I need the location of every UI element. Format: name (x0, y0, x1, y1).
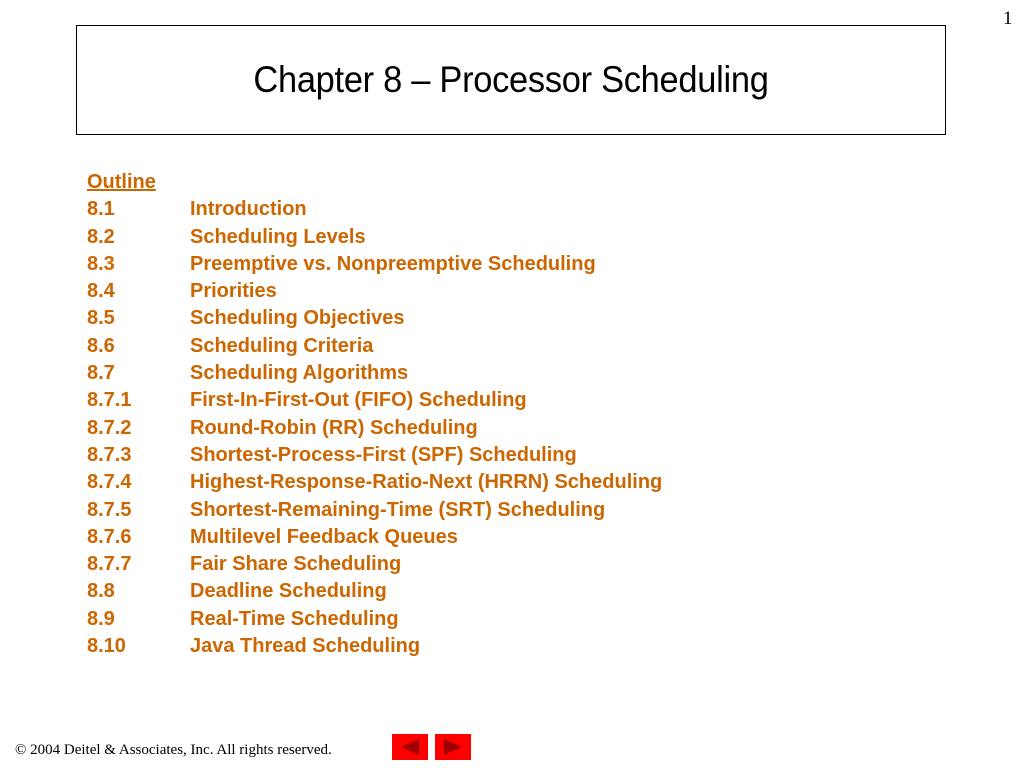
outline-item-label: Shortest-Remaining-Time (SRT) Scheduling (190, 498, 606, 521)
outline-item (87, 442, 662, 469)
outline-item-label: Multilevel Feedback Queues (190, 525, 458, 548)
outline-item-label: Preemptive vs. Nonpreemptive Scheduling (190, 252, 596, 275)
outline-item-label: First-In-First-Out (FIFO) Scheduling (190, 389, 527, 412)
outline-item-label: Round-Robin (RR) Scheduling (190, 416, 478, 439)
outline-item-label: Fair Share Scheduling (190, 553, 402, 576)
outline-item (87, 578, 662, 605)
outline-item-label: Scheduling Criteria (190, 334, 374, 357)
outline-item-number: 8.7.5 (87, 498, 132, 521)
outline-item-number: 8.8 (87, 580, 115, 603)
next-slide-button[interactable] (435, 734, 471, 760)
outline-item (87, 333, 662, 360)
outline-item (87, 305, 662, 332)
outline-item-label: Priorities (190, 280, 277, 303)
outline-item-number: 8.10 (87, 635, 126, 658)
outline-item (87, 551, 662, 578)
outline-item-label: Real-Time Scheduling (190, 607, 399, 630)
outline-item (87, 224, 662, 251)
title-box (76, 25, 946, 135)
outline-item-number: 8.7.7 (87, 553, 132, 576)
outline-item (87, 196, 662, 223)
outline-item-label: Scheduling Algorithms (190, 362, 409, 385)
outline-item-number: 8.7.2 (87, 416, 132, 439)
outline-item (87, 251, 662, 278)
outline-item (87, 606, 662, 633)
outline-item-label: Scheduling Objectives (190, 307, 405, 330)
slide-title: Chapter 8 – Processor Scheduling (253, 59, 769, 100)
copyright-footer: © 2004 Deitel & Associates, Inc. All rights reserved. (15, 742, 332, 758)
outline-item-number: 8.7 (87, 362, 115, 385)
outline-list (87, 169, 662, 660)
outline-item (87, 415, 662, 442)
outline-item-number: 8.4 (87, 280, 115, 303)
outline-item-label: Introduction (190, 198, 307, 221)
outline-item-label: Highest-Response-Ratio-Next (HRRN) Scheduling (190, 471, 663, 494)
outline-item-label: Scheduling Levels (190, 225, 366, 248)
outline-item-label: Shortest-Process-First (SPF) Scheduling (190, 443, 577, 466)
outline-item-number: 8.3 (87, 252, 115, 275)
page-number: 1 (1003, 8, 1013, 29)
previous-slide-button[interactable] (392, 734, 428, 760)
outline-item-number: 8.7.6 (87, 525, 132, 548)
outline-item (87, 360, 662, 387)
outline-item-number: 8.9 (87, 607, 115, 630)
outline-item-label: Deadline Scheduling (190, 580, 387, 603)
outline-item-number: 8.5 (87, 307, 115, 330)
outline-item (87, 497, 662, 524)
triangle-right-icon (442, 738, 464, 756)
outline-item-number: 8.7.3 (87, 443, 132, 466)
outline-heading: Outline (87, 171, 156, 193)
outline-item-number: 8.6 (87, 334, 115, 357)
outline-item-number: 8.1 (87, 198, 115, 221)
outline-item-label: Java Thread Scheduling (190, 635, 421, 658)
outline-item (87, 633, 662, 660)
outline-item (87, 524, 662, 551)
outline-item-number: 8.7.1 (87, 389, 132, 412)
outline-item (87, 278, 662, 305)
outline-item (87, 469, 662, 496)
outline-item (87, 387, 662, 414)
outline-item-number: 8.7.4 (87, 471, 132, 494)
outline-item-number: 8.2 (87, 225, 115, 248)
triangle-left-icon (399, 738, 421, 756)
